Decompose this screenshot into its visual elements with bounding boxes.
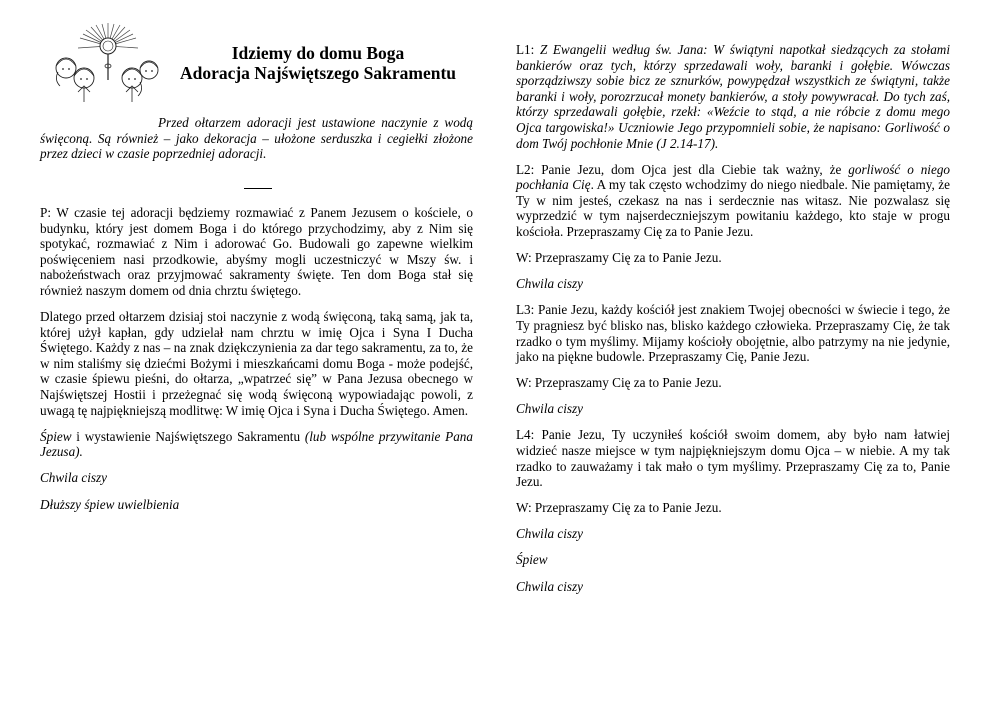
l1-gospel-text: Z Ewangelii według św. Jana: W świątyni napotkał siedzących za stołami bankierów oraz tych, którzy sprzedawali woły, baranki i gołębie. Wówczas sporządziwszy sobie bicz ze sznurków, powypędzał wszystkich ze świątyni, także baranki i woły, porozrzucał monety bankierów, a stoły powywracał. Do tych zaś, którzy sprzedawali gołębie, rzekł: «Weźcie to stąd, a nie róbcie z domu mego Ojca targowiska!» Uczniowie Jego przypomnieli sobie, że napisano: Gorliwość o dom Twój pochłonie Mnie (J 2.14-17). <box>516 42 950 151</box>
monstrance-children-illustration-icon <box>44 22 159 106</box>
document-header <box>40 22 473 122</box>
left-column <box>40 205 473 523</box>
silence-c4: Chwila ciszy <box>516 578 584 594</box>
paragraph-p1: P: W czasie tej adoracji będziemy rozmawiać z Panem Jezusem o kościele, o budynku, który jest domem Boga i do którego przychodzimy, aby z Nim się spotykać, rozmawiać z Nim i adorować Go. Budowali go zapewne wielkim poświęceniem nasi przodkowie, abyśmy mogli uczestniczyć w Mszy św. i nabożeństwach oraz przyjmować sakramenty święte. Ten dom Boga stał się również naszym domem od dnia chrztu świętego. <box>40 205 473 298</box>
intro-text: Przed ołtarzem adoracji jest ustawione naczynie z wodą święconą. Są również – jako dekoracja – ułożone serduszka i cegiełki złożone przez dzieci w czasie poprzedniej adoracji. <box>40 115 473 162</box>
title-line-1: Idziemy do domu Boga <box>231 43 405 63</box>
p3-italic-a: Śpiew <box>40 428 72 444</box>
paragraph-p2: Dlatego przed ołtarzem dzisiaj stoi naczynie z wodą święconą, taką samą, jak ta, której użył kapłan, gdy udzielał nam chrztu w imię Ojca i Syna I Ducha Świętego. Każdy z nas – na znak dziękczynienia za dar tego sakramentu, za to, że w nim staliśmy się dziećmi Bożymi i mieszkańcami domu Boga - może podejść, w czasie śpiewu pieśni, do ołtarza, „wpatrzeć się” w Pana Jezusa obecnego w Najświętszej Hostii i przeżegnać się wodą święconą wypowiadając powoli, z uwagą tę najpiękniejszą modlitwę: W imię Ojca i Syna i Ducha Świętego. Amen. <box>40 309 473 418</box>
document-title <box>158 43 478 83</box>
silence-c1: Chwila ciszy <box>516 276 584 292</box>
l2-text-a: L2: Panie Jezu, dom Ojca jest dla Ciebie tak ważny, że <box>516 161 849 177</box>
song-s1: Śpiew <box>516 552 548 568</box>
section-divider <box>244 188 272 189</box>
response-w2: W: Przepraszamy Cię za to Panie Jezu. <box>516 375 722 391</box>
silence-c2: Chwila ciszy <box>516 401 584 417</box>
response-w3: W: Przepraszamy Cię za to Panie Jezu. <box>516 500 722 516</box>
response-w1: W: Przepraszamy Cię za to Panie Jezu. <box>516 250 722 266</box>
silence-c3: Chwila ciszy <box>516 526 584 542</box>
p3-italic-b: (lub wspólne przywitanie Pana Jezusa). <box>40 428 473 460</box>
l2-text-b: . A my tak często wchodzimy do niego niedbale. Nie pamiętamy, że Ty w nim jesteś, czekasz na nas i serdecznie nas witasz. Nie pozwalasz się wyprzedzić w tym najserdeczniejszym powitaniu każdego, kto staje w progu kościoła. Przepraszamy Cię za to Panie Jezu. <box>516 177 951 240</box>
p3-normal: i wystawienie Najświętszego Sakramentu <box>71 428 305 444</box>
paragraph-p3 <box>40 429 473 460</box>
paragraph-l3: L3: Panie Jezu, każdy kościół jest znakiem Twojej obecności w świecie i tego, że Ty pragniesz być blisko nas, blisko każdego człowieka. Przepraszamy Cię, że tak rzadko o tym myślimy. Mijamy kościoły obojętnie, albo patrzymy na nie jedynie, jako na piękne budowle. Przepraszamy Cię, Panie Jezu. <box>516 302 950 365</box>
paragraph-long-song: Dłuższy śpiew uwielbienia <box>40 496 180 512</box>
paragraph-silence: Chwila ciszy <box>40 470 108 486</box>
title-line-2: Adoracja Najświętszego Sakramentu <box>179 63 457 83</box>
right-column <box>516 42 950 605</box>
paragraph-l1 <box>516 42 950 151</box>
paragraph-l4: L4: Panie Jezu, Ty uczyniłeś kościół swoim domem, aby było nam łatwiej widzieć nasze miejsce w tym najpiękniejszym domu Ojca – w niebie. A my tak rzadko to zauważamy i tak mało o tym myślimy. Przepraszamy Cię za to, Panie Jezu. <box>516 427 950 490</box>
intro-note <box>40 115 473 162</box>
l1-prefix: L1: <box>516 42 540 57</box>
paragraph-l2 <box>516 162 950 240</box>
l2-italic: gorliwość o niego pochłania Cię <box>516 161 951 193</box>
